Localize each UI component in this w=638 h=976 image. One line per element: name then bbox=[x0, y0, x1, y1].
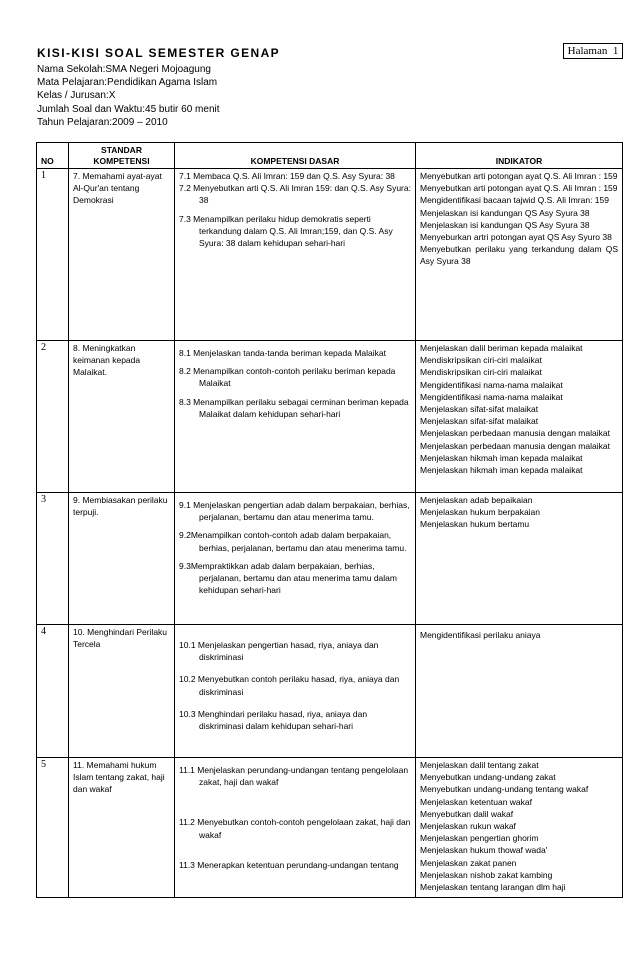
standar-kompetensi: 11. Memahami hukum Islam tentang zakat, haji dan wakaf bbox=[69, 758, 175, 898]
table-row bbox=[37, 625, 623, 758]
indikator-item: Mendiskripsikan ciri-ciri malaikat bbox=[420, 367, 542, 378]
indikator-item: Menjelaskan sifat-sifat malaikat bbox=[420, 404, 539, 415]
meta-school-year: Tahun Pelajaran:2009 – 2010 bbox=[37, 116, 168, 128]
indikator bbox=[416, 625, 623, 758]
indikator-item: Menjelaskan tentang larangan dlm haji bbox=[420, 882, 566, 893]
indikator-item: Menjelaskan zakat panen bbox=[420, 857, 517, 868]
kd-item: 7.2 Menyebutkan arti Q.S. Ali Imran 159: dan Q.S. Asy Syura: 38 bbox=[179, 183, 411, 206]
kompetensi-dasar bbox=[175, 169, 416, 341]
meta-questions-time: Jumlah Soal dan Waktu:45 butir 60 menit bbox=[37, 103, 220, 115]
table-row bbox=[37, 341, 623, 493]
indikator bbox=[416, 169, 623, 341]
table-row bbox=[37, 493, 623, 625]
meta-class: Kelas / Jurusan:X bbox=[37, 90, 116, 102]
kd-item: 10.2 Menyebutkan contoh perilaku hasad, riya, aniaya dan diskriminasi bbox=[179, 674, 400, 697]
kd-item: 9.3Mempraktikkan adab dalam berpakaian, berhias, perjalanan, bertamu dan atau menerima tamu dalam kehidupan sehari-hari bbox=[179, 560, 397, 596]
indikator-item: Menyebutkan undang-undang tentang wakaf bbox=[420, 784, 589, 795]
indikator-item: Menjelaskan hukum berpakaian bbox=[420, 507, 541, 518]
indikator-item: Menjelaskan pengertian ghorim bbox=[420, 833, 539, 844]
indikator-item: Menyeburkan artri potongan ayat QS Asy Syuro 38 bbox=[420, 232, 612, 243]
kompetensi-dasar bbox=[175, 625, 416, 758]
indikator-item: Menjelaskan rukun wakaf bbox=[420, 821, 516, 832]
page-label: Halaman bbox=[567, 45, 608, 57]
indikator-item: Menjelaskan perbedaan manusia dengan malaikat bbox=[420, 440, 610, 451]
row-number: 5 bbox=[37, 758, 69, 898]
indikator-item: Menyebutkan dalil wakaf bbox=[420, 808, 514, 819]
indikator-item: Menjelaskan hikmah iman kepada malaikat bbox=[420, 465, 583, 476]
header-indikator: INDIKATOR bbox=[416, 143, 623, 169]
indikator-item: Menjelaskan perbedaan manusia dengan malaikat bbox=[420, 428, 610, 439]
kd-item: 8.3 Menampilkan perilaku sebagai cerminan beriman kepada Malaikat dalam kehidupan sehari-hari bbox=[179, 396, 409, 419]
indikator-item: Menjelaskan adab bepaikaian bbox=[420, 495, 533, 505]
indikator-item: Menjelaskan isi kandungan QS Asy Syura 38 bbox=[420, 219, 590, 230]
kd-item: 8.1 Menjelaskan tanda-tanda beriman kepada Malaikat bbox=[179, 348, 386, 358]
indikator-item: Menyebutkan arti potongan ayat Q.S. Ali Imran : 159 bbox=[420, 183, 618, 194]
document-meta bbox=[37, 63, 220, 129]
table-row bbox=[37, 758, 623, 898]
indikator-item: Menjelaskan dalil beriman kepada malaikat bbox=[420, 343, 583, 353]
kd-item: 11.1 Menjelaskan perundang-undangan tentang pengelolaan zakat, haji dan wakaf bbox=[179, 765, 409, 788]
meta-school: Nama Sekolah:SMA Negeri Mojoagung bbox=[37, 64, 211, 75]
indikator-item: Menjelaskan ketentuan wakaf bbox=[420, 796, 532, 807]
kd-item: 7.3 Menampilkan perilaku hidup demokratis seperti terkandung dalam Q.S. Ali Imran;159, dan Q.S. Asy Syura: 38 dalam kehidupan sehari-hari bbox=[179, 213, 393, 249]
indikator-item: Menjelaskan dalil tentang zakat bbox=[420, 760, 539, 770]
indikator bbox=[416, 493, 623, 625]
kd-item: 7.1 Membaca Q.S. Ali Imran: 159 dan Q.S. Asy Syura: 38 bbox=[179, 171, 395, 181]
indikator-item: Mengidentifikasi nama-nama malaikat bbox=[420, 391, 563, 402]
indikator-item: Menyebutkan undang-undang zakat bbox=[420, 772, 556, 783]
row-number: 2 bbox=[37, 341, 69, 493]
row-number: 4 bbox=[37, 625, 69, 758]
row-number: 3 bbox=[37, 493, 69, 625]
kd-item: 10.3 Menghindari perilaku hasad, riya, aniaya dan diskriminasi dalam kehidupan sehari-hari bbox=[179, 708, 368, 732]
kd-item: 10.1 Menjelaskan pengertian hasad, riya, aniaya dan diskriminasi bbox=[179, 640, 379, 663]
kd-item: 9.2Menampilkan contoh-contoh adab dalam berpakaian, berhias, perjalanan, bertamu dan atau menerima tamu. bbox=[179, 530, 407, 553]
header-kompetensi-dasar: KOMPETENSI DASAR bbox=[175, 143, 416, 169]
standar-kompetensi: 9. Membiasakan perilaku terpuji. bbox=[69, 493, 175, 625]
header-no: NO bbox=[37, 143, 69, 169]
header-sk-line2: KOMPETENSI bbox=[93, 156, 150, 166]
row-number: 1 bbox=[37, 169, 69, 341]
kompetensi-dasar bbox=[175, 758, 416, 898]
indikator-item: Menjelaskan hukum thowaf wada' bbox=[420, 845, 548, 856]
header-standar-kompetensi bbox=[69, 143, 175, 169]
indikator bbox=[416, 341, 623, 493]
kompetensi-dasar bbox=[175, 493, 416, 625]
indikator-item: Mengidentifikasi bacaan tajwid Q.S. Ali Imran: 159 bbox=[420, 195, 609, 206]
standar-kompetensi: 7. Memahami ayat-ayat Al-Qur'an tentang Demokrasi bbox=[69, 169, 175, 341]
indikator-item: Menjelaskan hukum bertamu bbox=[420, 519, 530, 530]
kisi-kisi-table bbox=[36, 142, 623, 898]
page-number-box bbox=[563, 43, 623, 59]
kompetensi-dasar bbox=[175, 341, 416, 493]
indikator-item: Menyebutkan arti potongan ayat Q.S. Ali Imran : 159 bbox=[420, 171, 618, 181]
indikator-item: Menjelaskan hikmah iman kepada malaikat bbox=[420, 452, 583, 463]
kd-item: 9.1 Menjelaskan pengertian adab dalam berpakaian, berhias, perjalanan, bertamu dan atau menerima tamu. bbox=[179, 500, 410, 523]
kd-item: 11.3 Menerapkan ketentuan perundang-undangan tentang bbox=[179, 859, 399, 870]
indikator-item: Menjelaskan isi kandungan QS Asy Syura 38 bbox=[420, 207, 590, 218]
table-header-row bbox=[37, 143, 623, 169]
indikator-item: Mengidentifikasi nama-nama malaikat bbox=[420, 379, 563, 390]
indikator-item: Menjelaskan sifat-sifat malaikat bbox=[420, 416, 539, 427]
page-number: 1 bbox=[612, 45, 619, 57]
indikator bbox=[416, 758, 623, 898]
header-sk-line1: STANDAR bbox=[101, 145, 142, 155]
kd-item: 8.2 Menampilkan contoh-contoh perilaku beriman kepada Malaikat bbox=[179, 366, 396, 389]
kd-item: 11.2 Menyebutkan contoh-contoh pengelolaan zakat, haji dan wakaf bbox=[179, 817, 411, 840]
indikator-item: Menyebutkan perilaku yang terkandung dalam QS Asy Syura 38 bbox=[420, 244, 618, 267]
indikator-item: Menjelaskan nishob zakat kambing bbox=[420, 869, 553, 880]
standar-kompetensi: 8. Meningkatkan keimanan kepada Malaikat. bbox=[69, 341, 175, 493]
standar-kompetensi: 10. Menghindari Perilaku Tercela bbox=[69, 625, 175, 758]
meta-subject: Mata Pelajaran:Pendidikan Agama Islam bbox=[37, 77, 218, 89]
document-title: KISI-KISI SOAL SEMESTER GENAP bbox=[37, 46, 281, 60]
indikator-item: Mendiskripsikan ciri-ciri malaikat bbox=[420, 355, 542, 366]
table-row bbox=[37, 169, 623, 341]
indikator-item: Mengidentifikasi perilaku aniaya bbox=[420, 630, 541, 640]
